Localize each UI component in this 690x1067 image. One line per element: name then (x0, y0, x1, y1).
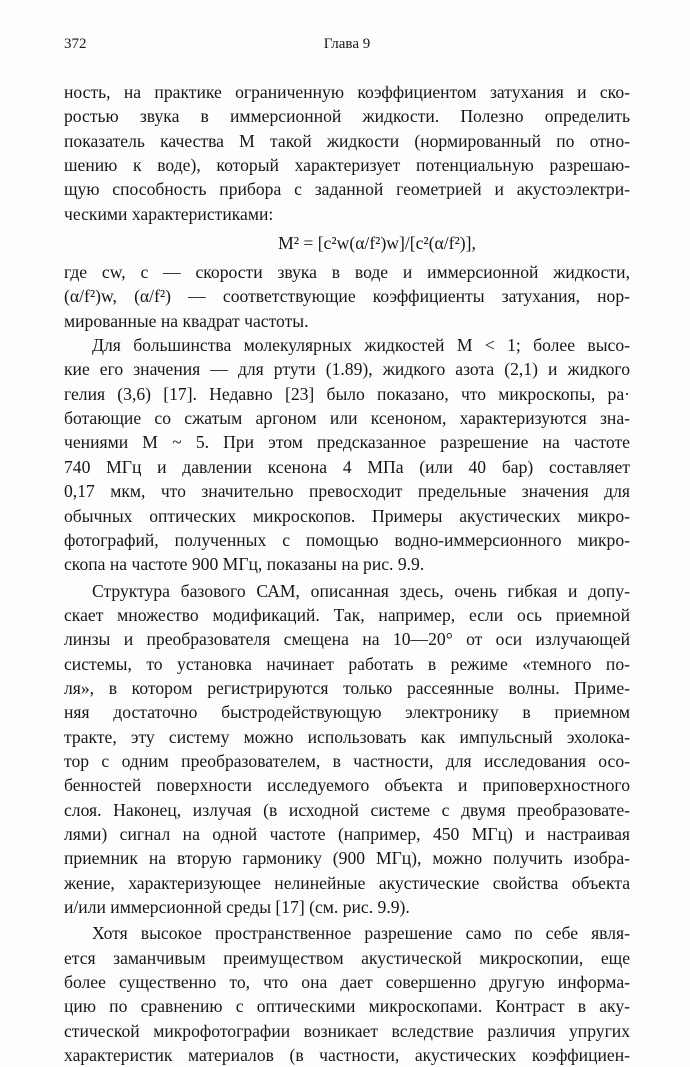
text-line: где cw, c — скорости звука в воде и иммерсионной жидкости, (64, 262, 630, 283)
text-line: более существенно то, что она дает совершенно другую информа- (64, 972, 630, 993)
text-line: ность, на практике ограниченную коэффициентом затухания и ско- (64, 82, 630, 102)
text-line: 740 МГц и давлении ксенона 4 МПа (или 40 бар) составляет (64, 456, 630, 477)
equation: M² = [c²w(α/f²)w]/[c²(α/f²)], (278, 233, 476, 254)
text-line: ростью звука в иммерсионной жидкости. Полезно определить (64, 106, 630, 127)
text-line: тракте, эту систему можно использовать как импульсный эхолока- (64, 726, 630, 747)
text-line: скопа на частоте 900 МГц, показаны на рис. 9.9. (64, 554, 425, 575)
text-line: жение, характеризующее нелинейные акустические свойства объекта (64, 872, 630, 893)
text-line: цию по сравнению с оптическими микроскопами. Контраст в аку- (64, 996, 630, 1017)
text-line: шению к воде), который характеризует потенциальную разрешаю- (64, 155, 630, 176)
running-header (64, 36, 630, 58)
chapter-title: Глава 9 (323, 36, 371, 52)
paragraph-start: Структура базового САМ, описанная здесь, очень гибкая и допу- (92, 580, 630, 601)
text-line: показатель качества M такой жидкости (нормированный по отно- (64, 130, 630, 151)
text-line: ля», в котором регистрируются только рассеянные волны. Приме- (64, 677, 630, 698)
text-line: и/или иммерсионной среды [17] (см. рис. 9.9). (64, 897, 410, 917)
text-line: линзы и преобразователя смещена на 10—20° от оси излучающей (64, 629, 630, 650)
text-line: скает множество модификаций. Так, например, если ось приемной (64, 604, 630, 625)
text-line: слоя. Наконец, излучая (в исходной системе с двумя преобразовате- (64, 799, 630, 820)
text-line: обычных оптических микроскопов. Примеры акустических микро- (64, 505, 630, 526)
text-line: ческими характеристиками: (64, 203, 274, 224)
text-line: фотографий, полученных с помощью водно-иммерсионного микро- (64, 529, 630, 550)
paragraph-start: Хотя высокое пространственное разрешение само по себе явля- (92, 923, 630, 944)
text-line: бенностей поверхности исследуемого объекта и приповерхностного (64, 775, 630, 796)
text-line: няя достаточно быстродействующую электронику в приемном (64, 702, 630, 723)
text-line: гелия (3,6) [17]. Недавно [23] было показано, что микроскопы, ра· (64, 383, 630, 404)
text-line: лями) сигнал на одной частоте (например, 450 МГц) и настраивая (64, 823, 630, 844)
text-line: стической микрофотографии возникает вследствие различия упругих (64, 1020, 630, 1041)
text-line: щую способность прибора с заданной геометрией и акустоэлектри- (64, 179, 630, 200)
body-text (64, 80, 630, 1067)
text-line: приемник на вторую гармонику (900 МГц), можно получить изобра- (64, 848, 630, 869)
text-line: ется заманчивым преимуществом акустической микроскопии, еще (64, 947, 630, 968)
text-line: кие его значения — для ртути (1.89), жидкого азота (2,1) и жидкого (64, 359, 630, 380)
text-line: ботающие со сжатым аргоном или ксеноном, характеризуются зна- (64, 408, 630, 429)
text-line: мированные на квадрат частоты. (64, 310, 309, 331)
text-line: тор с одним преобразователем, в частности, для исследования осо- (64, 750, 630, 771)
text-line: системы, то установка начинает работать в режиме «темного по- (64, 653, 630, 674)
text-line: чениями M ~ 5. При этом предсказанное разрешение на частоте (64, 432, 630, 453)
text-line: характеристик материалов (в частности, акустических коэффициен- (64, 1045, 630, 1066)
page-number: 372 (64, 36, 87, 52)
paragraph-start: Для большинства молекулярных жидкостей M < 1; более высо- (92, 335, 630, 356)
text-line: (α/f²)w, (α/f²) — соответствующие коэффициенты затухания, нор- (64, 286, 630, 307)
text-line: 0,17 мкм, что значительно превосходит предельные значения для (64, 481, 630, 502)
